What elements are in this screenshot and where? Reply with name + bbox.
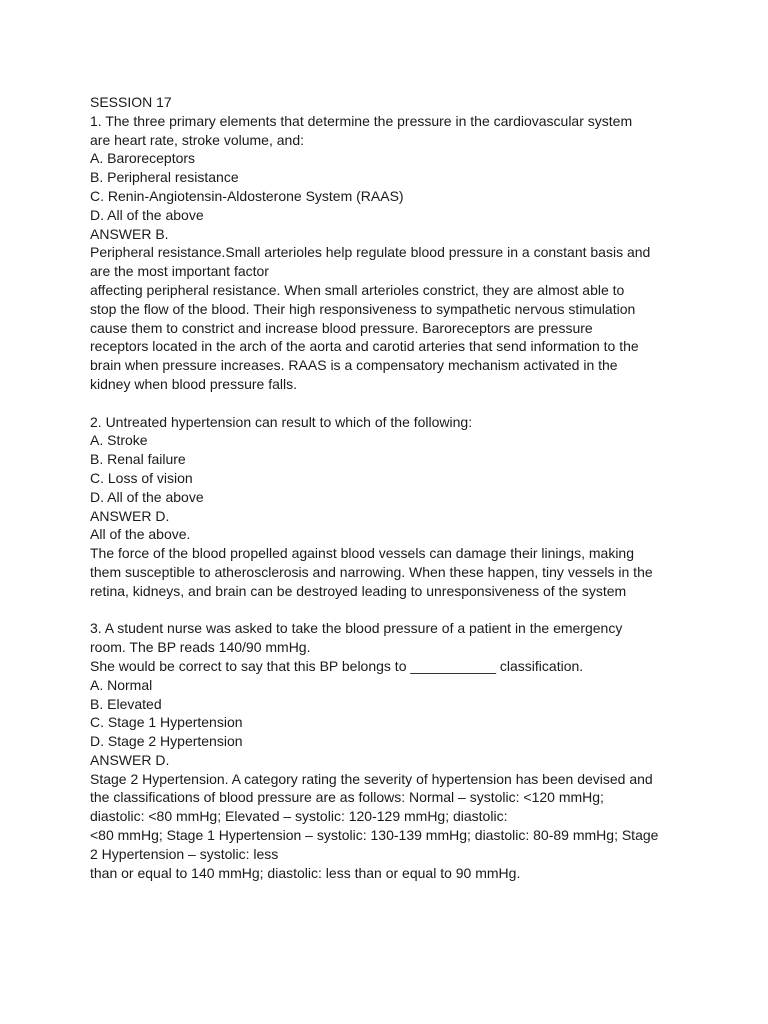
explanation-line: diastolic: <80 mmHg; Elevated – systolic: 120-129 mmHg; diastolic: <box>90 808 508 825</box>
option-a: A. Baroreceptors <box>90 150 196 167</box>
explanation-line: Peripheral resistance.Small arterioles help regulate blood pressure in a constant basis and <box>90 244 651 261</box>
question-stem-line: 1. The three primary elements that determine the pressure in the cardiovascular system <box>90 112 633 129</box>
explanation-line: The force of the blood propelled against blood vessels can damage their linings, making <box>90 545 634 562</box>
question-stem-line: are heart rate, stroke volume, and: <box>90 131 304 148</box>
document-page <box>90 93 690 882</box>
question-1 <box>90 112 690 394</box>
question-stem-line: 2. Untreated hypertension can result to which of the following: <box>90 413 473 430</box>
explanation-line: are the most important factor <box>90 263 269 280</box>
question-3 <box>90 619 690 882</box>
answer-label: ANSWER D. <box>90 751 170 768</box>
explanation-line: stop the flow of the blood. Their high responsiveness to sympathetic nervous stimulation <box>90 300 636 317</box>
explanation-line: All of the above. <box>90 526 191 543</box>
option-c: C. Loss of vision <box>90 469 193 486</box>
explanation-line: retina, kidneys, and brain can be destroyed leading to unresponsiveness of the system <box>90 582 627 599</box>
explanation-line: <80 mmHg; Stage 1 Hypertension – systolic: 130-139 mmHg; diastolic: 80-89 mmHg; Stage <box>90 827 659 844</box>
answer-label: ANSWER D. <box>90 507 170 524</box>
paragraph-spacer <box>90 394 690 413</box>
option-d: D. Stage 2 Hypertension <box>90 733 243 750</box>
explanation-line: affecting peripheral resistance. When small arterioles constrict, they are almost able to <box>90 281 625 298</box>
answer-label: ANSWER B. <box>90 225 169 242</box>
option-c: C. Renin-Angiotensin-Aldosterone System (RAAS) <box>90 187 404 204</box>
explanation-line: the classifications of blood pressure are as follows: Normal – systolic: <120 mmHg; <box>90 789 604 806</box>
explanation-line: 2 Hypertension – systolic: less <box>90 845 279 862</box>
explanation-line: Stage 2 Hypertension. A category rating the severity of hypertension has been devised and <box>90 770 653 787</box>
session-header: SESSION 17 <box>90 94 172 110</box>
explanation-line: them susceptible to atherosclerosis and narrowing. When these happen, tiny vessels in the <box>90 563 653 580</box>
explanation-line: kidney when blood pressure falls. <box>90 375 298 392</box>
question-2 <box>90 413 690 601</box>
option-b: B. Renal failure <box>90 451 186 468</box>
question-stem-line: room. The BP reads 140/90 mmHg. <box>90 639 311 656</box>
explanation-line: cause them to constrict and increase blood pressure. Baroreceptors are pressure <box>90 319 593 336</box>
explanation-line: than or equal to 140 mmHg; diastolic: less than or equal to 90 mmHg. <box>90 864 521 881</box>
option-a: A. Stroke <box>90 432 148 449</box>
question-stem-line: She would be correct to say that this BP belongs to ___________ classification. <box>90 657 584 674</box>
option-b: B. Elevated <box>90 695 162 712</box>
option-d: D. All of the above <box>90 488 204 505</box>
paragraph-spacer <box>90 601 690 620</box>
explanation-line: brain when pressure increases. RAAS is a compensatory mechanism activated in the <box>90 357 618 374</box>
option-b: B. Peripheral resistance <box>90 169 239 186</box>
explanation-line: receptors located in the arch of the aorta and carotid arteries that send information to the <box>90 338 639 355</box>
option-c: C. Stage 1 Hypertension <box>90 714 243 731</box>
question-stem-line: 3. A student nurse was asked to take the blood pressure of a patient in the emergency <box>90 620 623 637</box>
option-a: A. Normal <box>90 676 153 693</box>
option-d: D. All of the above <box>90 206 204 223</box>
